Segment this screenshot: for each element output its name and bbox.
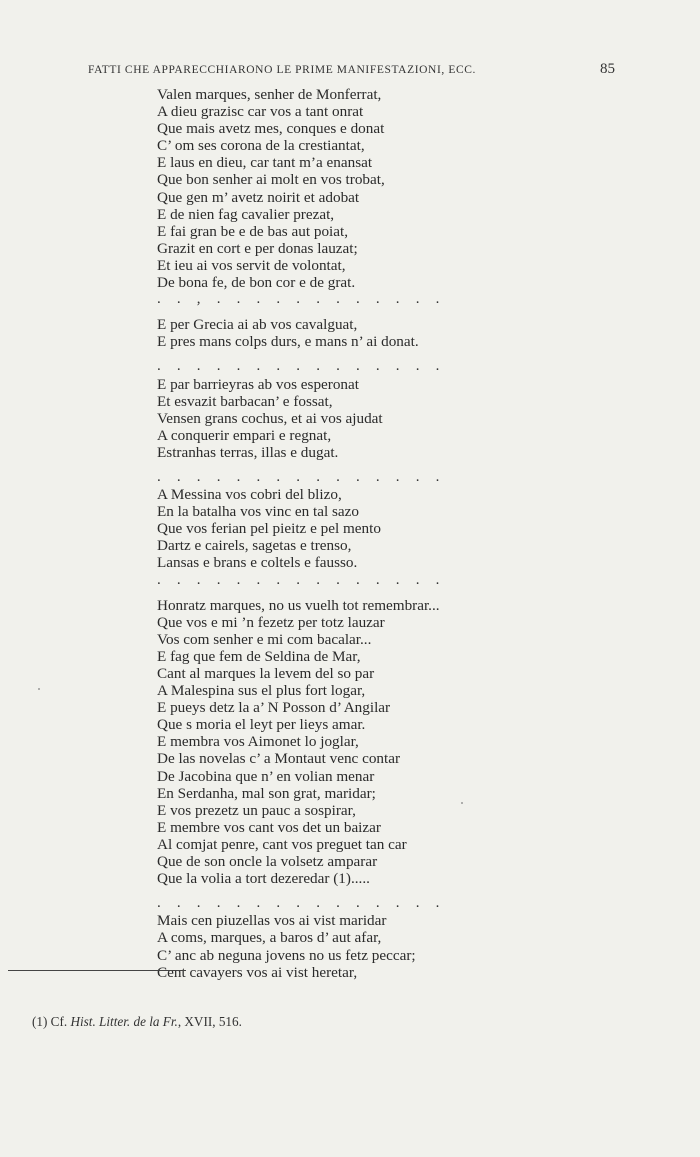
paper-speck <box>461 802 463 804</box>
verse-line: En la batalha vos vinc en tal sazo <box>157 503 360 521</box>
verse-line: Que gen m’ avetz noirit et adobat <box>157 188 360 206</box>
verse-line: De Jacobina que n’ en volian menar <box>157 767 375 785</box>
verse-line: Que de son oncle la volsetz amparar <box>157 853 378 871</box>
verse-line: A conquerir empari e regnat, <box>157 426 332 444</box>
ellipsis-dots: . . . . . . . . . . . . . . . <box>157 571 446 588</box>
footnote-source: Hist. Litter. de la Fr. <box>70 1014 178 1029</box>
footnote-rule <box>8 970 186 971</box>
verse-line: E laus en dieu, car tant m’a enansat <box>157 154 373 172</box>
ellipsis-dots: . . . . . . . . . . . . . . . <box>157 468 446 485</box>
verse-line: Honratz marques, no us vuelh tot remembrar... <box>157 596 440 614</box>
poem <box>157 86 537 981</box>
verse-line: Al comjat penre, cant vos preguet tan car <box>157 835 407 853</box>
footnote <box>32 1014 242 1030</box>
verse-line: Que s moria el leyt per lieys amar. <box>157 716 366 734</box>
verse-line: Et ieu ai vos servit de volontat, <box>157 256 346 274</box>
ellipsis-dots: . . . . . . . . . . . . . . . <box>157 895 446 912</box>
stanza-gap <box>157 350 537 358</box>
verse-line: Mais cen piuzellas vos ai vist maridar <box>157 912 387 930</box>
verse-line: E membre vos cant vos det un baizar <box>157 818 381 836</box>
stanza-3 <box>157 376 537 461</box>
verse-line: E par barrieyras ab vos esperonat <box>157 375 359 393</box>
paper-speck <box>38 688 40 690</box>
stanza-1 <box>157 86 537 291</box>
verse-line: C’ om ses corona de la crestiantat, <box>157 137 365 155</box>
stanza-gap <box>157 308 537 316</box>
running-title: FATTI CHE APPARECCHIARONO LE PRIME MANIFESTAZIONI, ECC. <box>88 64 476 76</box>
ellipsis-dots: . . , . . . . . . . . . . . . <box>157 291 446 308</box>
stanza-gap <box>157 887 537 895</box>
stanza-gap <box>157 589 537 597</box>
verse-line: Lansas e brans e coltels e fausso. <box>157 554 358 572</box>
verse-line: E de nien fag cavalier prezat, <box>157 205 335 223</box>
page-number: 85 <box>600 61 615 77</box>
verse-line: Que vos e mi ’n fezetz per totz lauzar <box>157 613 385 631</box>
verse-line: A Malespina sus el plus fort logar, <box>157 682 366 700</box>
verse-line: A coms, marques, a baros d’ aut afar, <box>157 929 382 947</box>
verse-line: Que la volia a tort dezeredar (1)..... <box>157 870 370 888</box>
verse-line: Vensen grans cochus, et ai vos ajudat <box>157 409 383 427</box>
verse-line: Que vos ferian pel pieitz e pel mento <box>157 520 381 538</box>
verse-line: C’ anc ab neguna jovens no us fetz peccar; <box>157 946 416 964</box>
verse-line: Et esvazit barbacan’ e fossat, <box>157 392 333 410</box>
verse-line: E fag que fem de Seldina de Mar, <box>157 647 361 665</box>
verse-line: De las novelas c’ a Montaut venc contar <box>157 750 401 768</box>
verse-line: Que mais avetz mes, conques e donat <box>157 120 385 138</box>
verse-line: E fai gran be e de bas aut poiat, <box>157 222 349 240</box>
ellipsis-dots: . . . . . . . . . . . . . . . <box>157 358 446 375</box>
footnote-marker: (1) Cf. <box>32 1014 68 1029</box>
verse-line: E membra vos Aimonet lo joglar, <box>157 733 359 751</box>
footnote-reference: , XVII, 516. <box>177 1014 242 1029</box>
verse-line: Cent cavayers vos ai vist heretar, <box>157 963 358 981</box>
stanza-4 <box>157 486 537 571</box>
verse-line: De bona fe, de bon cor e de grat. <box>157 274 356 292</box>
verse-line: A dieu grazisc car vos a tant onrat <box>157 103 364 121</box>
verse-line: Grazit en cort e per donas lauzat; <box>157 239 358 257</box>
stanza-2 <box>157 316 537 350</box>
verse-line: E vos prezetz un pauc a sospirar, <box>157 801 356 819</box>
verse-line: Que bon senher ai molt en vos trobat, <box>157 171 385 189</box>
verse-line: E pueys detz la a’ N Posson d’ Angilar <box>157 699 391 717</box>
verse-line: E per Grecia ai ab vos cavalguat, <box>157 316 358 334</box>
verse-line: Vos com senher e mi com bacalar... <box>157 630 372 648</box>
verse-line: Estranhas terras, illas e dugat. <box>157 443 339 461</box>
verse-line: E pres mans colps durs, e mans n’ ai donat. <box>157 333 419 351</box>
verse-line: Cant al marques la levem del so par <box>157 665 375 682</box>
verse-line: Valen marques, senher de Monferrat, <box>157 86 382 103</box>
stanza-5 <box>157 597 537 888</box>
verse-line: A Messina vos cobri del blizo, <box>157 486 342 504</box>
stanza-6 <box>157 912 537 980</box>
verse-line: En Serdanha, mal son grat, maridar; <box>157 784 376 802</box>
stanza-gap <box>157 461 537 469</box>
verse-line: Dartz e cairels, sagetas e trenso, <box>157 537 352 555</box>
